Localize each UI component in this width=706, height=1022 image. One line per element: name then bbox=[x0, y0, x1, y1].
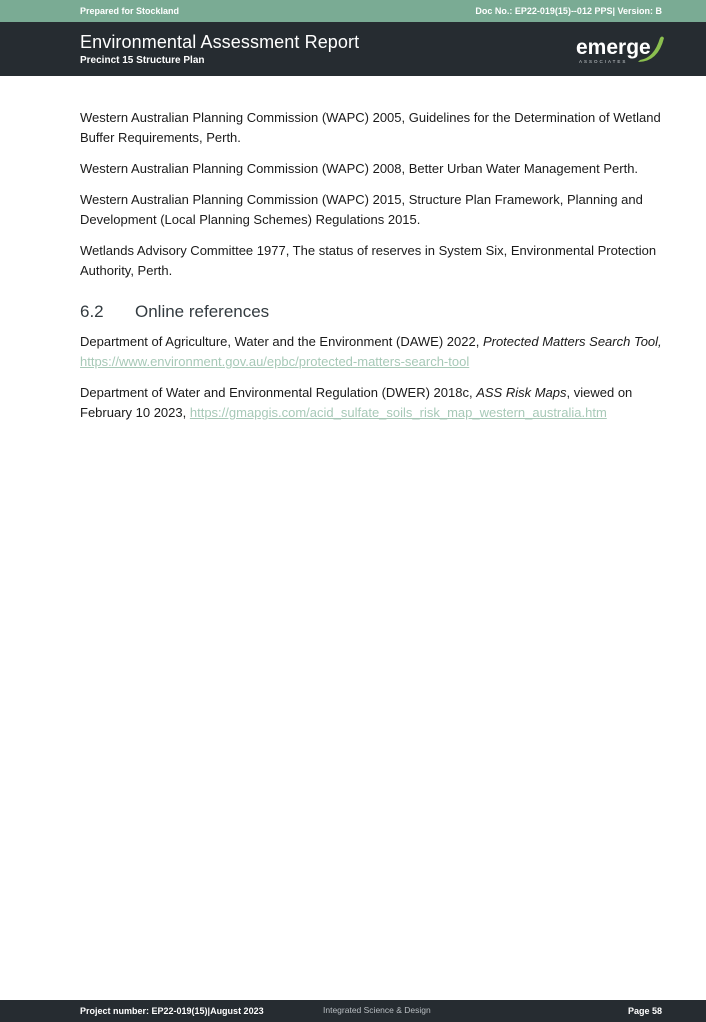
top-bar bbox=[0, 0, 706, 22]
section-title: Online references bbox=[135, 302, 270, 321]
report-title: Environmental Assessment Report bbox=[80, 32, 360, 52]
emerge-logo bbox=[574, 32, 670, 66]
report-header bbox=[0, 22, 706, 76]
footer-tagline: Integrated Science & Design bbox=[323, 1005, 431, 1015]
online-reference-item bbox=[80, 383, 666, 423]
reference-text-middle: , viewed on February 10 2023, bbox=[80, 385, 633, 420]
reference-item: Western Australian Planning Commission (WAPC) 2005, Guidelines for the Determination of Wetland Buffer Requirements, Perth. bbox=[80, 110, 661, 145]
page-content bbox=[80, 108, 666, 434]
reference-item: Western Australian Planning Commission (WAPC) 2015, Structure Plan Framework, Planning and Development (Local Planning Schemes) Regulations 2015. bbox=[80, 192, 643, 227]
document-number: Doc No.: EP22-019(15)--012 PPS| Version: B bbox=[475, 6, 662, 16]
section-heading bbox=[80, 302, 666, 322]
reference-text: Department of Water and Environmental Regulation (DWER) 2018c, bbox=[80, 385, 477, 400]
reference-item: Western Australian Planning Commission (WAPC) 2008, Better Urban Water Management Perth. bbox=[80, 161, 639, 176]
reference-text: Department of Agriculture, Water and the Environment (DAWE) 2022, bbox=[80, 334, 483, 349]
logo-wordmark: emerge bbox=[576, 36, 651, 59]
page-number: Page 58 bbox=[627, 1006, 662, 1016]
reference-title: Protected Matters Search Tool, bbox=[482, 334, 662, 349]
reference-list bbox=[80, 108, 666, 281]
reference-item: Wetlands Advisory Committee 1977, The status of reserves in System Six, Environmental Protection Authority, Perth. bbox=[80, 243, 657, 278]
reference-link[interactable]: https://gmapgis.com/acid_sulfate_soils_risk_map_western_australia.htm bbox=[189, 405, 607, 420]
reference-title: ASS Risk Maps bbox=[476, 385, 567, 400]
online-reference-list bbox=[80, 332, 666, 423]
project-number: Project number: EP22-019(15)|August 2023 bbox=[80, 1006, 264, 1016]
report-subtitle: Precinct 15 Structure Plan bbox=[80, 55, 205, 66]
prepared-for: Prepared for Stockland bbox=[80, 6, 180, 16]
online-reference-item bbox=[80, 332, 666, 372]
page-footer bbox=[0, 1000, 706, 1022]
logo-subtext: ASSOCIATES bbox=[579, 59, 628, 64]
section-number: 6.2 bbox=[80, 302, 104, 321]
reference-link[interactable]: https://www.environment.gov.au/epbc/protected-matters-search-tool bbox=[80, 354, 470, 369]
